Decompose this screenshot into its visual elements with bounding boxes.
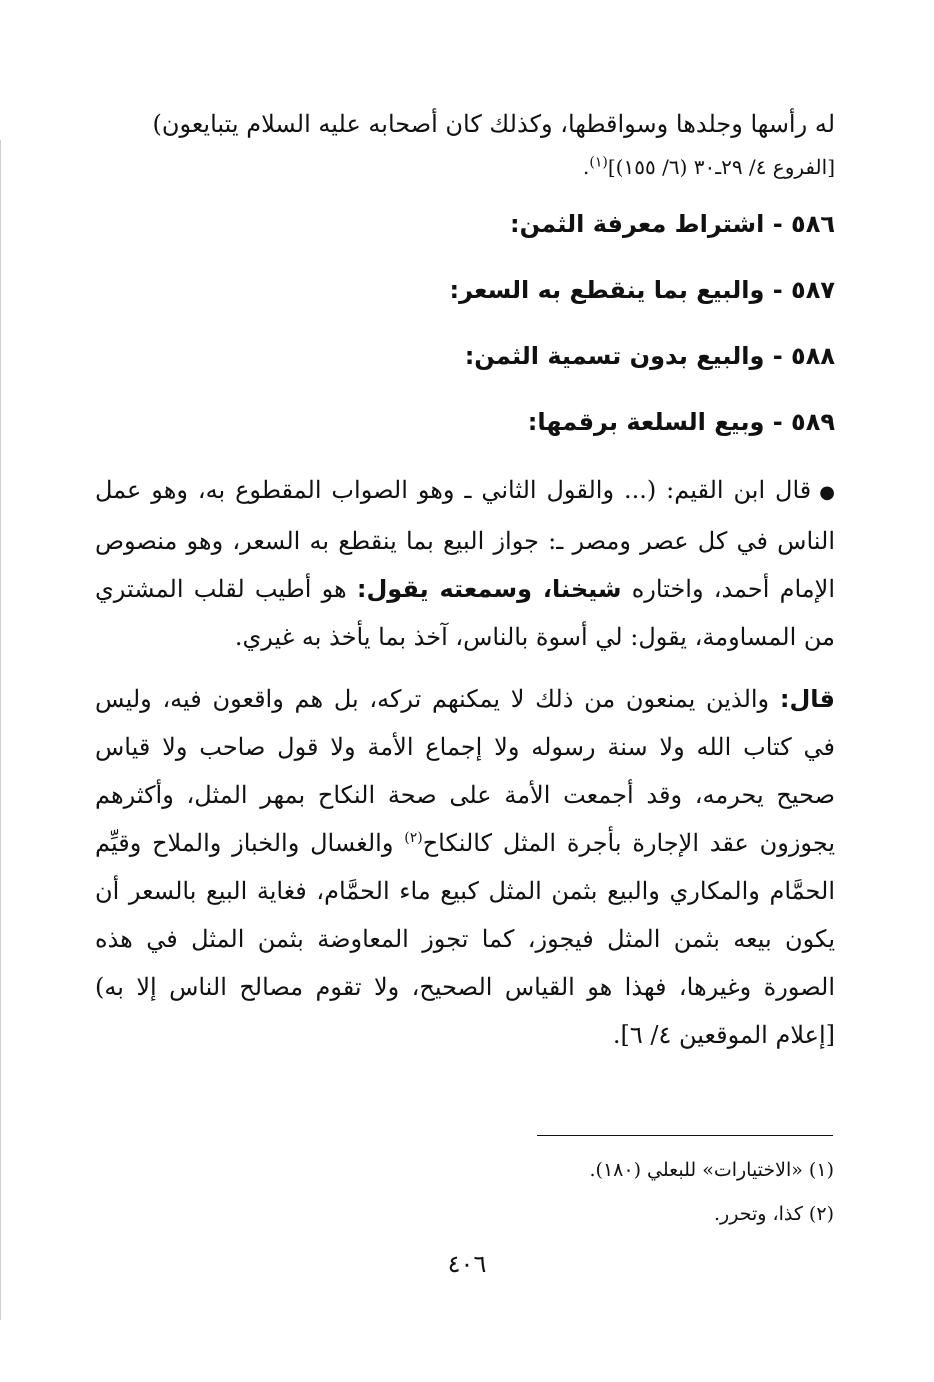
paragraph2-text-a: والذين يمنعون من ذلك لا يمكنهم تركه، بل هم واقعون فيه، وليس في كتاب الله ولا سنة رسوله ولا إجماع الأمة ولا قول صاحب ولا قياس صحيح يحرمه، وقد أجمعت الأمة على صحة النكاح بمهر المثل، وأكثرهم يجوزون عقد الإجارة بأجرة المثل كالنكاح bbox=[95, 685, 836, 857]
footnote-1: (١) «الاختيارات» للبعلي (١٨٠). bbox=[589, 1159, 834, 1181]
footnotes bbox=[134, 1148, 834, 1236]
paragraph2-bold-start: قال: bbox=[779, 685, 835, 713]
intro-reference: [الفروع ٤/ ٢٩ـ٣٠ (٦/ ١٥٥)]$^{(١)}$. bbox=[583, 154, 835, 179]
bullet-icon: ● bbox=[819, 482, 835, 503]
footnote-marker-2[interactable]: (٢) bbox=[404, 830, 423, 846]
paragraph-ibn-qayyim bbox=[95, 466, 835, 661]
heading-586: ٥٨٦ - اشتراط معرفة الثمن: bbox=[510, 210, 835, 238]
paragraph1-text-b: هو أطيب لقلب المشتري من المساومة، يقول: لي أسوة بالناس، آخذ بما يأخذ به غيري. bbox=[95, 575, 835, 651]
paragraph-qala bbox=[95, 675, 835, 1059]
paragraph1-text-a: قال ابن القيم: (... والقول الثاني ـ وهو الصواب المقطوع به، وهو عمل الناس في كل عصر ومصر ـ: جواز البيع بما ينقطع به السعر، وهو منصوص الإمام أحمد، واختاره bbox=[95, 476, 836, 603]
scan-edge-line bbox=[0, 140, 1, 1320]
paragraph1-bold: شيخنا، وسمعته يقول: bbox=[356, 575, 622, 603]
footnote-marker-1[interactable]: (١) bbox=[589, 154, 608, 171]
heading-588: ٥٨٨ - والبيع بدون تسمية الثمن: bbox=[464, 342, 835, 370]
footnote-2: (٢) كذا، وتحرر. bbox=[714, 1203, 834, 1225]
footnote-divider bbox=[537, 1135, 833, 1136]
paragraph2-reference: [إعلام الموقعين ٤/ ٦]. bbox=[612, 1021, 835, 1049]
page-number: ٤٠٦ bbox=[447, 1250, 487, 1278]
page-body bbox=[95, 100, 835, 1059]
intro-line: له رأسها وجلدها وسواقطها، وكذلك كان أصحابه عليه السلام يتبايعون) bbox=[152, 110, 835, 138]
intro-reference-text: [الفروع ٤/ ٢٩ـ٣٠ (٦/ ١٥٥)] bbox=[607, 155, 835, 179]
heading-589: ٥٨٩ - وبيع السلعة برقمها: bbox=[527, 408, 835, 436]
paragraph2-text-b: والغسال والخباز والملاح وقيِّم الحمَّام والمكاري والبيع بثمن المثل كبيع ماء الحمَّام، فغاية البيع بالسعر أن يكون بيعه بثمن المثل فيجوز، كما تجوز المعاوضة بثمن المثل في هذه الصورة وغيرها، فهذا هو القياس الصحيح، ولا تقوم مصالح الناس إلا به) bbox=[95, 829, 835, 1001]
heading-587: ٥٨٧ - والبيع بما ينقطع به السعر: bbox=[449, 276, 835, 304]
